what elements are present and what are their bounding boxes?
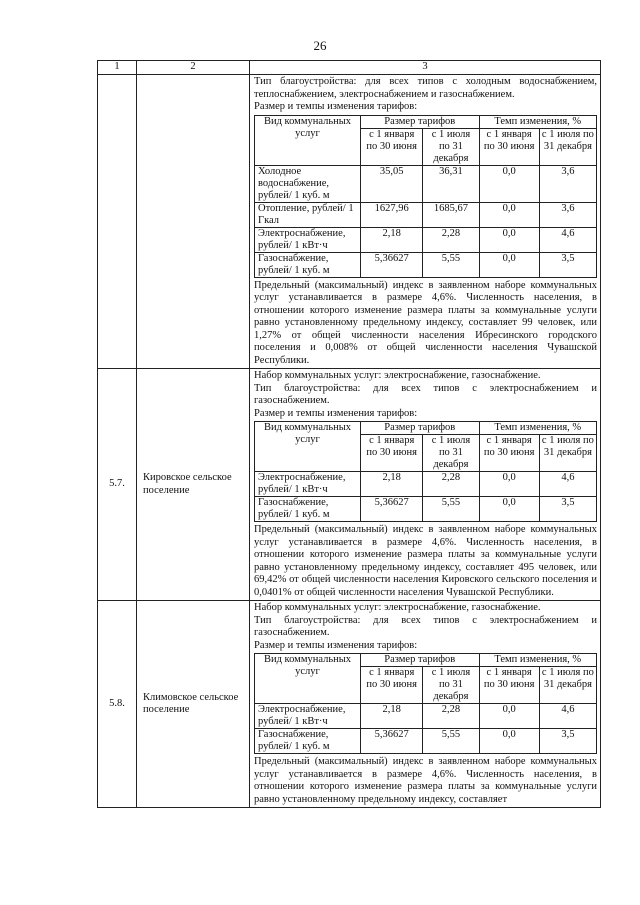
section-name: Кировское сельское поселение	[137, 369, 250, 601]
tariff-h2: 36,31	[423, 165, 479, 202]
change-h2: 3,5	[539, 252, 596, 277]
tariff-h1: 5,36627	[361, 252, 423, 277]
tariff-row	[255, 165, 597, 202]
header-change-rate: Темп изменения, %	[479, 422, 597, 435]
service-name: Электроснабжение, рублей/ 1 кВт·ч	[255, 704, 361, 729]
tariff-h2: 2,28	[423, 704, 479, 729]
header-period-jan-jun: с 1 января по 30 июня	[361, 435, 423, 472]
header-change-rate: Темп изменения, %	[479, 654, 597, 667]
tariff-h1: 35,05	[361, 165, 423, 202]
change-h1: 0,0	[479, 227, 539, 252]
main-table	[97, 60, 601, 808]
rates-title: Размер и темпы изменения тарифов:	[254, 639, 418, 651]
header-period-jan-jun: с 1 января по 30 июня	[479, 667, 539, 704]
column-header-row	[98, 61, 601, 75]
max-index-paragraph: Предельный (максимальный) индекс в заявленном наборе коммунальных услуг устанавливается в размере 4,6%. Численность населения, в отношении которого изменение размера платы за коммунальные услуги равно установленному предельному индексу, составляет	[254, 756, 597, 805]
service-name: Электроснабжение, рублей/ 1 кВт·ч	[255, 472, 361, 497]
service-name: Газоснабжение, рублей/ 1 куб. м	[255, 252, 361, 277]
tariff-h1: 1627,96	[361, 202, 423, 227]
section-name: Климовское сельское поселение	[137, 601, 250, 808]
tariff-row	[255, 472, 597, 497]
tariff-h1: 2,18	[361, 704, 423, 729]
tariff-row	[255, 252, 597, 277]
header-period-jul-dec: с 1 июля по 31 декабря	[423, 128, 479, 165]
section-row	[98, 369, 601, 601]
header-period-jul-dec: с 1 июля по 31 декабря	[539, 667, 596, 704]
change-h2: 3,6	[539, 165, 596, 202]
header-period-jan-jun: с 1 января по 30 июня	[361, 667, 423, 704]
section-row	[98, 601, 601, 808]
tariff-table	[254, 653, 597, 754]
header-period-jul-dec: с 1 июля по 31 декабря	[539, 435, 596, 472]
change-h2: 3,5	[539, 497, 596, 522]
tariff-table	[254, 115, 597, 278]
header-change-rate: Темп изменения, %	[479, 115, 597, 128]
tariff-table	[254, 421, 597, 522]
change-h1: 0,0	[479, 202, 539, 227]
improvement-type: Тип благоустройства: для всех типов с холодным водоснабжением, теплоснабжением, электроснабжением и газоснабжением.	[254, 76, 597, 100]
header-period-jul-dec: с 1 июля по 31 декабря	[539, 128, 596, 165]
max-index-paragraph: Предельный (максимальный) индекс в заявленном наборе коммунальных услуг устанавливается в размере 4,6%. Численность населения, в отношении которого изменение размера платы за коммунальные услуги равно установленному предельному индексу, составляет 99 человек, или 1,27% от общей численности населения Ибресинского городского поселения и 0,008% от общей численности населения Чувашской Республики.	[254, 279, 597, 366]
change-h1: 0,0	[479, 704, 539, 729]
service-name: Электроснабжение, рублей/ 1 кВт·ч	[255, 227, 361, 252]
service-name: Газоснабжение, рублей/ 1 куб. м	[255, 729, 361, 754]
section-content	[250, 75, 601, 369]
section-content	[250, 601, 601, 808]
tariff-h2: 1685,67	[423, 202, 479, 227]
header-period-jul-dec: с 1 июля по 31 декабря	[423, 435, 479, 472]
improvement-type: Тип благоустройства: для всех типов с электроснабжением и газоснабжением.	[254, 382, 597, 406]
tariff-h2: 5,55	[423, 497, 479, 522]
tariff-row	[255, 729, 597, 754]
service-name: Газоснабжение, рублей/ 1 куб. м	[255, 497, 361, 522]
tariff-h1: 2,18	[361, 472, 423, 497]
section-number: 5.7.	[98, 369, 137, 601]
section-row	[98, 75, 601, 369]
section-number: 5.8.	[98, 601, 137, 808]
change-h2: 3,6	[539, 202, 596, 227]
service-name: Отопление, рублей/ 1 Гкал	[255, 202, 361, 227]
section-content	[250, 369, 601, 601]
header-service-type: Вид коммунальных услуг	[255, 422, 361, 472]
tariff-h2: 2,28	[423, 227, 479, 252]
change-h1: 0,0	[479, 729, 539, 754]
tariff-h1: 5,36627	[361, 497, 423, 522]
change-h1: 0,0	[479, 497, 539, 522]
header-period-jan-jun: с 1 января по 30 июня	[361, 128, 423, 165]
tariff-row	[255, 497, 597, 522]
page-number: 26	[313, 38, 327, 53]
tariff-h2: 5,55	[423, 252, 479, 277]
tariff-h1: 2,18	[361, 227, 423, 252]
header-service-type: Вид коммунальных услуг	[255, 115, 361, 165]
column-header-1: 1	[98, 61, 137, 75]
section-number	[98, 75, 137, 369]
header-period-jan-jun: с 1 января по 30 июня	[479, 128, 539, 165]
header-tariff-size: Размер тарифов	[361, 422, 479, 435]
max-index-paragraph: Предельный (максимальный) индекс в заявленном наборе коммунальных услуг устанавливается в размере 4,6%. Численность населения, в отношении которого изменение размера платы за коммунальные услуги равно установленному предельному индексу, составляет 495 человек, или 69,42% от общей численности населения Кировского сельского поселения и 0,0401% от общей численности населения Чувашской Республики.	[254, 524, 597, 598]
tariff-row	[255, 227, 597, 252]
change-h2: 3,5	[539, 729, 596, 754]
change-h1: 0,0	[479, 472, 539, 497]
column-header-2: 2	[137, 61, 250, 75]
change-h1: 0,0	[479, 165, 539, 202]
rates-title: Размер и темпы изменения тарифов:	[254, 101, 418, 112]
tariff-h2: 5,55	[423, 729, 479, 754]
improvement-type: Тип благоустройства: для всех типов с электроснабжением и газоснабжением.	[254, 614, 597, 638]
change-h1: 0,0	[479, 252, 539, 277]
header-period-jul-dec: с 1 июля по 31 декабря	[423, 667, 479, 704]
header-tariff-size: Размер тарифов	[361, 654, 479, 667]
column-header-3: 3	[250, 61, 601, 75]
tariff-h1: 5,36627	[361, 729, 423, 754]
header-period-jan-jun: с 1 января по 30 июня	[479, 435, 539, 472]
section-name	[137, 75, 250, 369]
rates-title: Размер и темпы изменения тарифов:	[254, 407, 418, 419]
service-name: Холодное водоснабжение, рублей/ 1 куб. м	[255, 165, 361, 202]
tariff-row	[255, 202, 597, 227]
service-set-line: Набор коммунальных услуг: электроснабжение, газоснабжение.	[254, 370, 541, 381]
header-tariff-size: Размер тарифов	[361, 115, 479, 128]
tariff-h2: 2,28	[423, 472, 479, 497]
change-h2: 4,6	[539, 704, 596, 729]
service-set-line: Набор коммунальных услуг: электроснабжение, газоснабжение.	[254, 602, 541, 613]
header-service-type: Вид коммунальных услуг	[255, 654, 361, 704]
change-h2: 4,6	[539, 472, 596, 497]
change-h2: 4,6	[539, 227, 596, 252]
tariff-row	[255, 704, 597, 729]
